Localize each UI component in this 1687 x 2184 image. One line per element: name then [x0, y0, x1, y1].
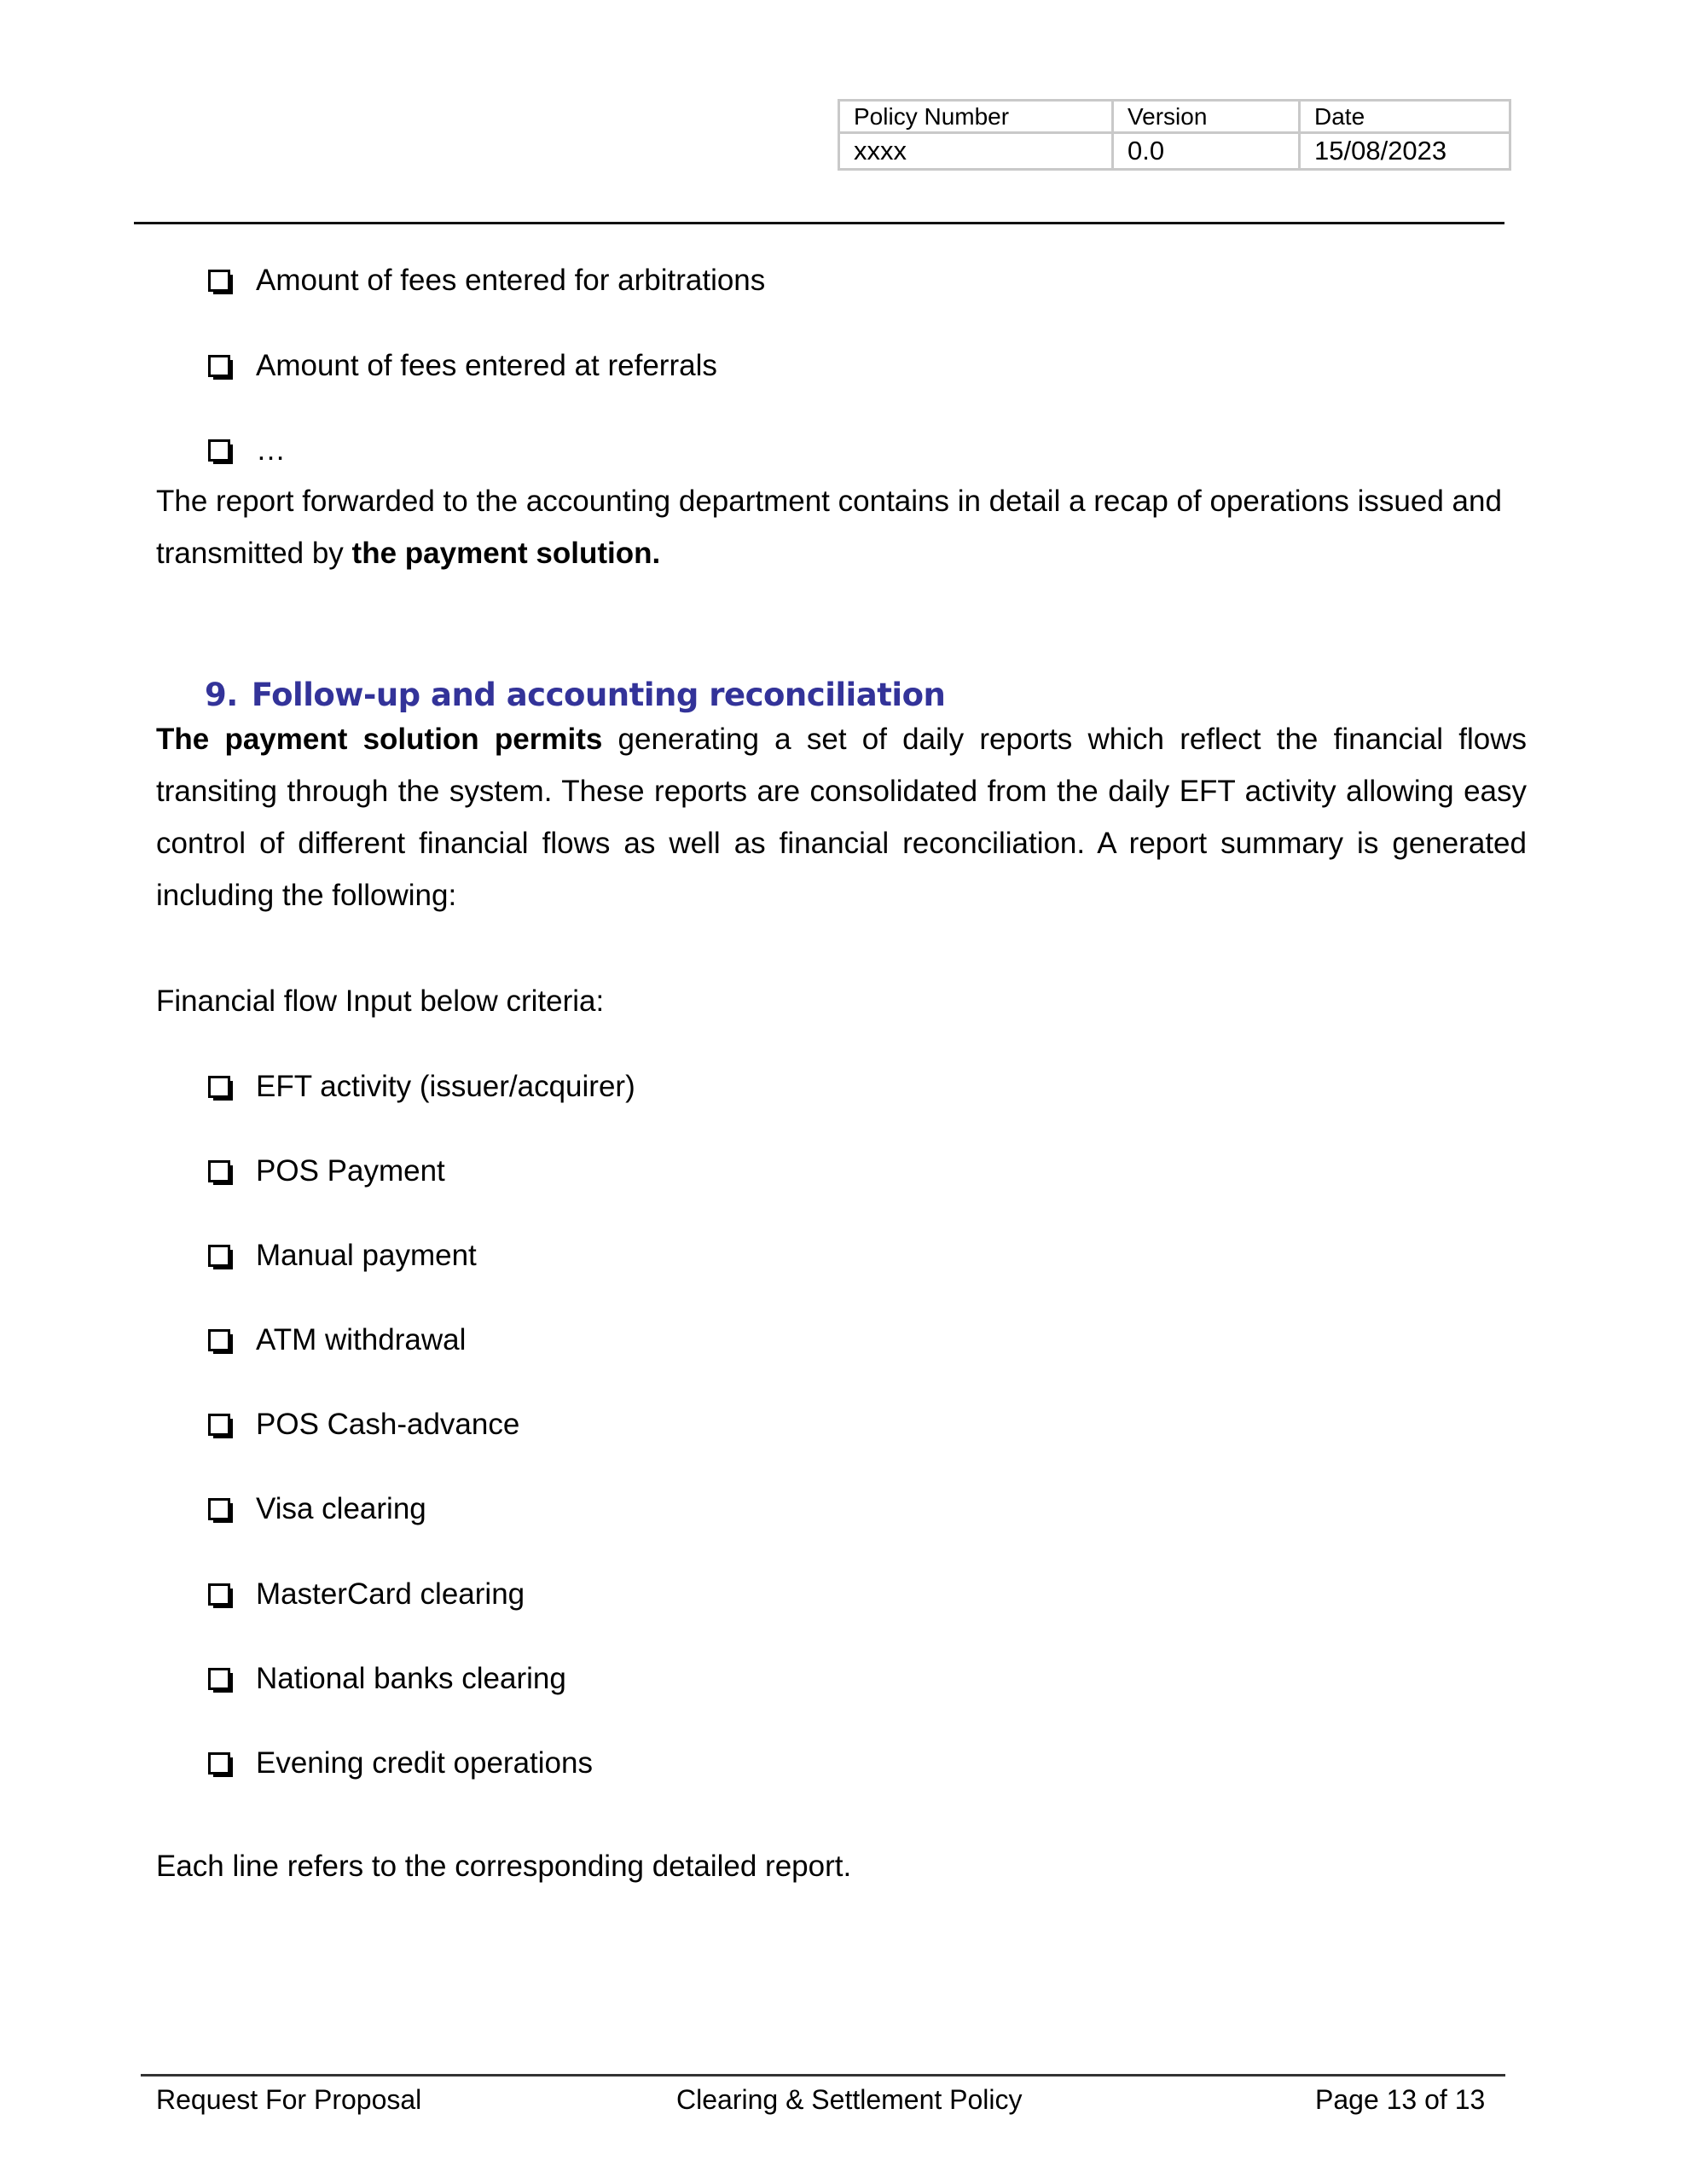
section-number: 9.: [205, 677, 238, 713]
checkbox-bullet-icon: [208, 1076, 230, 1098]
list-item-text: Amount of fees entered for arbitrations: [256, 264, 766, 297]
policy-number-label: Policy Number: [839, 101, 1113, 133]
checkbox-bullet-icon: [208, 1245, 230, 1267]
meta-values-row: [839, 133, 1510, 170]
section-intro-paragraph: [156, 713, 1527, 921]
criteria-label: Financial flow Input below criteria:: [156, 985, 605, 1018]
list-item-text: POS Payment: [256, 1154, 445, 1188]
list-item-text: National banks clearing: [256, 1662, 566, 1695]
list-item: [208, 345, 717, 387]
list-item: [208, 429, 286, 472]
list-item-text: MasterCard clearing: [256, 1577, 525, 1611]
list-item-text: Amount of fees entered at referrals: [256, 349, 717, 382]
checkbox-bullet-icon: [208, 439, 230, 462]
list-item-text: Manual payment: [256, 1239, 477, 1272]
header-divider: [134, 222, 1504, 224]
checkbox-bullet-icon: [208, 270, 230, 292]
list-item: [208, 1658, 566, 1700]
policy-number-value: xxxx: [839, 133, 1113, 170]
list-item-text: POS Cash-advance: [256, 1408, 520, 1441]
list-item: [208, 1742, 593, 1785]
footer-document-type: Request For Proposal: [156, 2084, 422, 2115]
list-item: [208, 259, 765, 302]
report-paragraph-bold: the payment solution.: [351, 537, 661, 570]
footer-page-number: Page 13 of 13: [1315, 2084, 1486, 2115]
list-item: [208, 1066, 635, 1108]
list-item: [208, 1150, 445, 1193]
checkbox-bullet-icon: [208, 355, 230, 377]
section-title: Follow-up and accounting reconciliation: [251, 677, 946, 713]
checkbox-bullet-icon: [208, 1160, 230, 1182]
policy-meta-table: [838, 99, 1511, 171]
checkbox-bullet-icon: [208, 1752, 230, 1774]
list-item-text: ATM withdrawal: [256, 1323, 467, 1356]
intro-text: generating a set of daily reports which reflect the financial flows transiting through the system. These reports are consolidated from the daily EFT activity allowing easy control of different financial flows as well as financial reconciliation. A report summary is generated including the following:: [156, 723, 1527, 912]
list-item: [208, 1403, 519, 1446]
checkbox-bullet-icon: [208, 1498, 230, 1520]
list-item: [208, 1234, 477, 1277]
checkbox-bullet-icon: [208, 1668, 230, 1690]
version-label: Version: [1113, 101, 1300, 133]
footer-divider: [141, 2074, 1505, 2077]
list-item: [208, 1319, 466, 1362]
list-item-text: Visa clearing: [256, 1492, 426, 1525]
section-heading: [205, 674, 945, 717]
date-label: Date: [1300, 101, 1510, 133]
list-item-text: Evening credit operations: [256, 1746, 593, 1780]
date-value: 15/08/2023: [1300, 133, 1510, 170]
checkbox-bullet-icon: [208, 1414, 230, 1436]
intro-bold-text: The payment solution permits: [156, 723, 603, 756]
footer-document-title: Clearing & Settlement Policy: [676, 2084, 1023, 2115]
checkbox-bullet-icon: [208, 1329, 230, 1351]
checkbox-bullet-icon: [208, 1583, 230, 1606]
report-paragraph: [156, 475, 1527, 579]
meta-header-row: [839, 101, 1510, 133]
list-item: [208, 1488, 426, 1531]
report-paragraph-text: The report forwarded to the accounting department contains in detail a recap of operations issued and transmitted by: [156, 485, 1502, 570]
list-item-text: …: [256, 433, 286, 467]
list-item: [208, 1573, 525, 1616]
closing-paragraph: Each line refers to the corresponding detailed report.: [156, 1850, 852, 1883]
list-item-text: EFT activity (issuer/acquirer): [256, 1070, 635, 1103]
version-value: 0.0: [1113, 133, 1300, 170]
